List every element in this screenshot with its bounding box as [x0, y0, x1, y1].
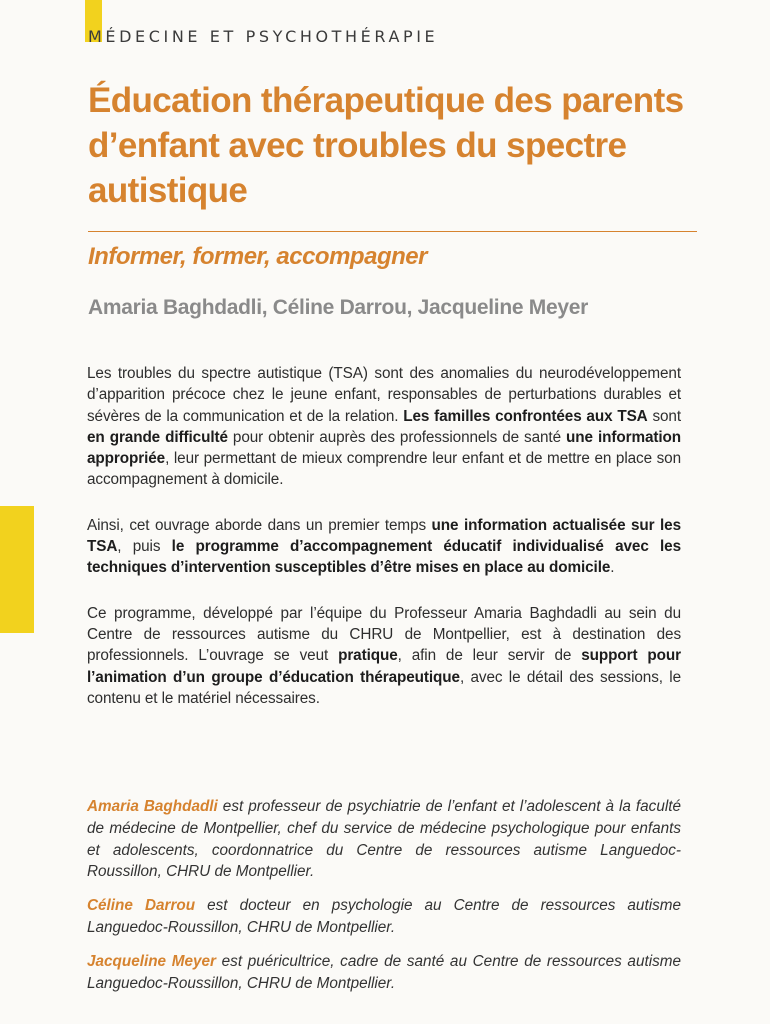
bio-amaria-baghdadli: [87, 796, 681, 883]
text-run: , afin de leur servir de: [397, 647, 582, 665]
emphasis: le programme d’accompagnement éducatif individualisé avec les techniques d’intervention susceptibles d’être mises en place au domicile: [87, 538, 681, 577]
text-run: , leur permettant de mieux comprendre leur enfant et de mettre en place son accompagnement à domicile.: [87, 450, 681, 489]
text-run: Les troubles du spectre autistique (TSA) sont des anomalies du neurodéveloppement d’apparition précoce chez le jeune enfant, responsables de perturbations durables et sévères de la communication et de la relation.: [87, 365, 681, 425]
bio-text: est docteur en psychologie au Centre de ressources autisme Languedoc-Roussillon, CHRU de Montpellier.: [87, 897, 681, 936]
paragraph-1: [87, 363, 681, 491]
text-run: .: [610, 559, 615, 577]
emphasis: pratique: [338, 647, 398, 665]
bio-name: Amaria Baghdadli: [87, 798, 218, 815]
book-subtitle: Informer, former, accompagner: [88, 243, 427, 270]
text-run: , avec le détail des sessions, le contenu et le matériel nécessaires.: [87, 668, 681, 707]
bio-name: Jacqueline Meyer: [87, 952, 216, 970]
paragraph-2: [87, 515, 681, 579]
text-run: pour obtenir auprès des professionnels de santé: [227, 428, 567, 446]
emphasis: une information appropriée: [87, 428, 681, 468]
series-label: MÉDECINE ET PSYCHOTHÉRAPIE: [88, 27, 439, 46]
emphasis: en grande difficulté: [87, 428, 228, 446]
book-authors: Amaria Baghdadli, Céline Darrou, Jacqueline Meyer: [88, 296, 588, 319]
emphasis: Les familles confrontées aux TSA: [403, 407, 648, 425]
text-run: sont: [647, 407, 681, 425]
bio-text: est professeur de psychiatrie de l’enfant et l’adolescent à la faculté de médecine de Montpellier, chef du service de médecine psychologique pour enfants et adolescents, coordonnatrice du Centre de ressources autisme Languedoc-Roussillon, CHRU de Montpellier.: [87, 798, 681, 881]
author-bios: [87, 796, 681, 1006]
bio-jacqueline-meyer: [87, 951, 681, 995]
text-run: Ce programme, développé par l’équipe du Professeur Amaria Baghdadli au sein du Centre de ressources autisme du CHRU de Montpellier, est à destination des professionnels. L’ouvrage se veut: [87, 604, 681, 665]
bio-name: Céline Darrou: [87, 897, 196, 915]
bio-text: est puéricultrice, cadre de santé au Centre de ressources autisme Languedoc-Roussillon, CHRU de Montpellier.: [87, 952, 681, 992]
bio-celine-darrou: [87, 895, 681, 939]
emphasis: une information actualisée sur les TSA: [87, 516, 681, 556]
emphasis: support pour l’animation d’un groupe d’éducation thérapeutique: [87, 647, 681, 686]
text-run: , puis: [117, 538, 172, 556]
description: [87, 363, 681, 733]
yellow-tab-side: [0, 506, 34, 633]
paragraph-3: [87, 603, 681, 709]
book-title: Éducation thérapeutique des parents d’enfant avec troubles du spectre autistique: [88, 81, 684, 210]
title-divider: [88, 231, 697, 232]
text-run: Ainsi, cet ouvrage aborde dans un premier temps: [87, 516, 432, 534]
